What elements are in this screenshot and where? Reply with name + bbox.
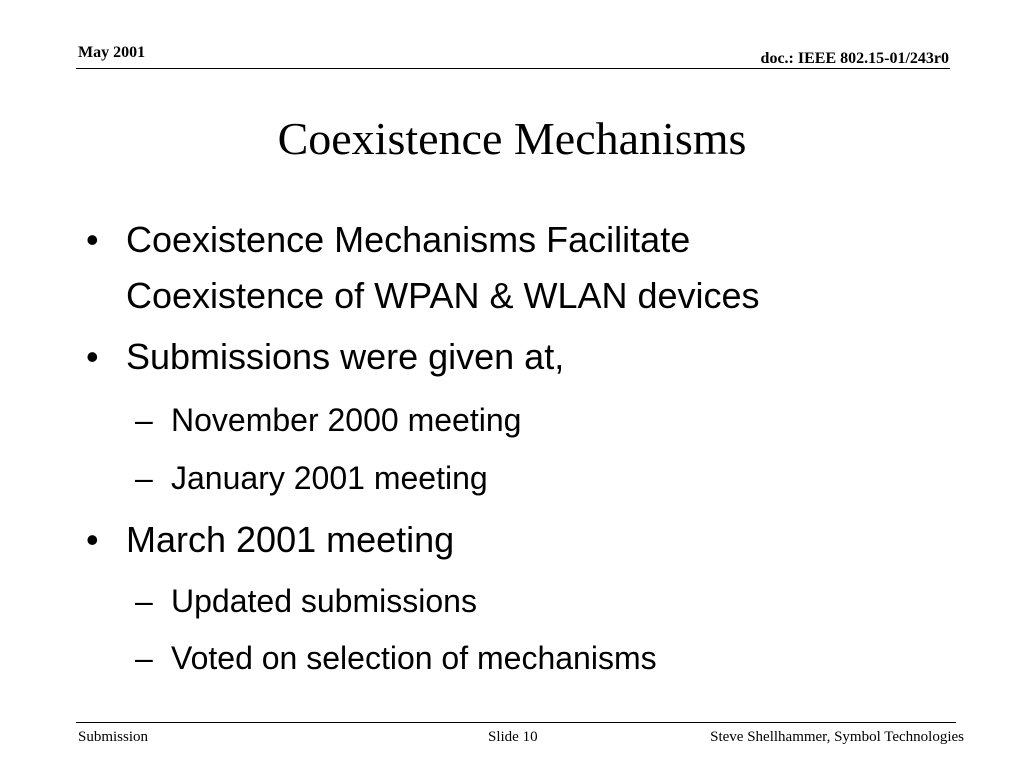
sub-bullet-item xyxy=(135,396,522,444)
footer-left: Submission xyxy=(78,729,149,745)
sub-bullet-marker: – xyxy=(135,640,153,676)
bullet-item xyxy=(86,213,691,267)
bullet-marker: • xyxy=(86,219,99,260)
sub-bullet-text: Voted on selection of mechanisms xyxy=(171,640,657,676)
bullet-text: Coexistence Mechanisms Facilitate xyxy=(126,219,691,260)
footer-slide-number: Slide 10 xyxy=(488,729,538,745)
slide-title: Coexistence Mechanisms xyxy=(277,113,747,164)
bullet-text: March 2001 meeting xyxy=(126,519,455,560)
bullet-item xyxy=(86,513,455,567)
header-doc-id: doc.: IEEE 802.15-01/243r0 xyxy=(760,50,949,67)
sub-bullet-marker: – xyxy=(135,583,153,619)
bullet-marker: • xyxy=(86,336,99,377)
sub-bullet-item xyxy=(135,454,488,502)
sub-bullet-text: Updated submissions xyxy=(171,583,477,619)
bullet-text: Coexistence of WPAN & WLAN devices xyxy=(126,275,760,316)
bullet-item xyxy=(86,330,565,384)
sub-bullet-item xyxy=(135,634,657,682)
bullet-text: Submissions were given at, xyxy=(126,336,565,377)
sub-bullet-marker: – xyxy=(135,460,153,496)
sub-bullet-marker: – xyxy=(135,402,153,438)
bullet-item-continuation xyxy=(126,269,760,323)
footer-divider xyxy=(76,722,956,723)
sub-bullet-text: November 2000 meeting xyxy=(171,402,522,438)
bullet-marker: • xyxy=(86,519,99,560)
footer-author: Steve Shellhammer, Symbol Technologies xyxy=(710,729,964,745)
sub-bullet-text: January 2001 meeting xyxy=(171,460,488,496)
header-date: May 2001 xyxy=(78,44,146,61)
sub-bullet-item xyxy=(135,577,477,625)
